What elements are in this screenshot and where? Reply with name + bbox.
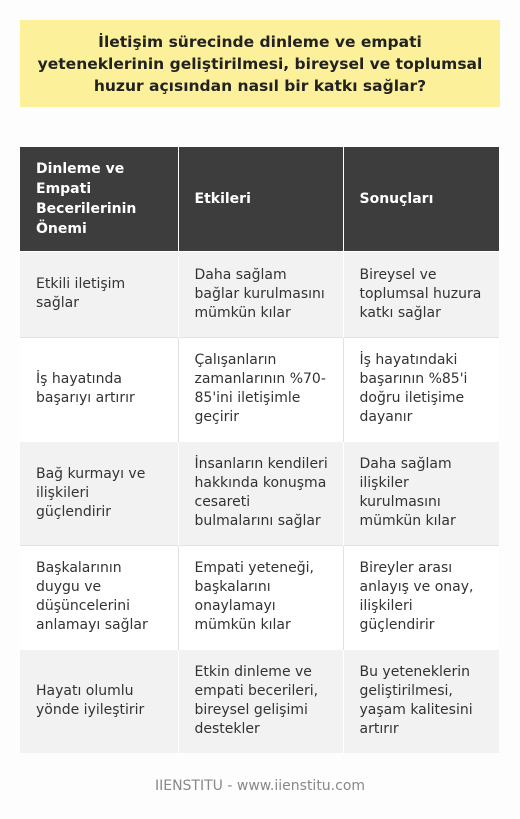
table-row (20, 441, 499, 545)
title-banner (20, 20, 500, 107)
table-cell: Bireysel ve toplumsal huzura katkı sağlar (343, 251, 499, 337)
table-cell: Hayatı olumlu yönde iyileştirir (20, 649, 178, 753)
column-header-results: Sonuçları (343, 147, 499, 251)
table-cell: Bireyler arası anlayış ve onay, ilişkileri güçlendirir (343, 545, 499, 649)
table-cell: Bu yeteneklerin geliştirilmesi, yaşam kalitesini artırır (343, 649, 499, 753)
table-row (20, 545, 499, 649)
table-cell: Başkalarının duygu ve düşüncelerini anlamayı sağlar (20, 545, 178, 649)
table-cell: İş hayatında başarıyı artırır (20, 337, 178, 441)
table-cell: İş hayatındaki başarının %85'i doğru iletişime dayanır (343, 337, 499, 441)
info-table (20, 147, 499, 753)
table-row (20, 337, 499, 441)
table-cell: Çalışanların zamanlarının %70-85'ini iletişimle geçirir (178, 337, 343, 441)
table-cell: Etkin dinleme ve empati becerileri, bireysel gelişimi destekler (178, 649, 343, 753)
table-cell: Daha sağlam ilişkiler kurulmasını mümkün kılar (343, 441, 499, 545)
column-header-effects: Etkileri (178, 147, 343, 251)
table-cell: Etkili iletişim sağlar (20, 251, 178, 337)
table-cell: Bağ kurmayı ve ilişkileri güçlendirir (20, 441, 178, 545)
footer-credit: IIENSTITU - www.iienstitu.com (154, 778, 366, 794)
column-header-importance: Dinleme ve Empati Becerilerinin Önemi (20, 147, 178, 251)
table-cell: İnsanların kendileri hakkında konuşma cesareti bulmalarını sağlar (178, 441, 343, 545)
table-header-row (20, 147, 499, 251)
table-row (20, 251, 499, 337)
page-title: İletişim sürecinde dinleme ve empati yeteneklerinin geliştirilmesi, bireysel ve toplumsal huzur açısından nasıl bir katkı sağlar? (37, 32, 483, 95)
table-cell: Empati yeteneği, başkalarını onaylamayı mümkün kılar (178, 545, 343, 649)
table-row (20, 649, 499, 753)
table-cell: Daha sağlam bağlar kurulmasını mümkün kılar (178, 251, 343, 337)
